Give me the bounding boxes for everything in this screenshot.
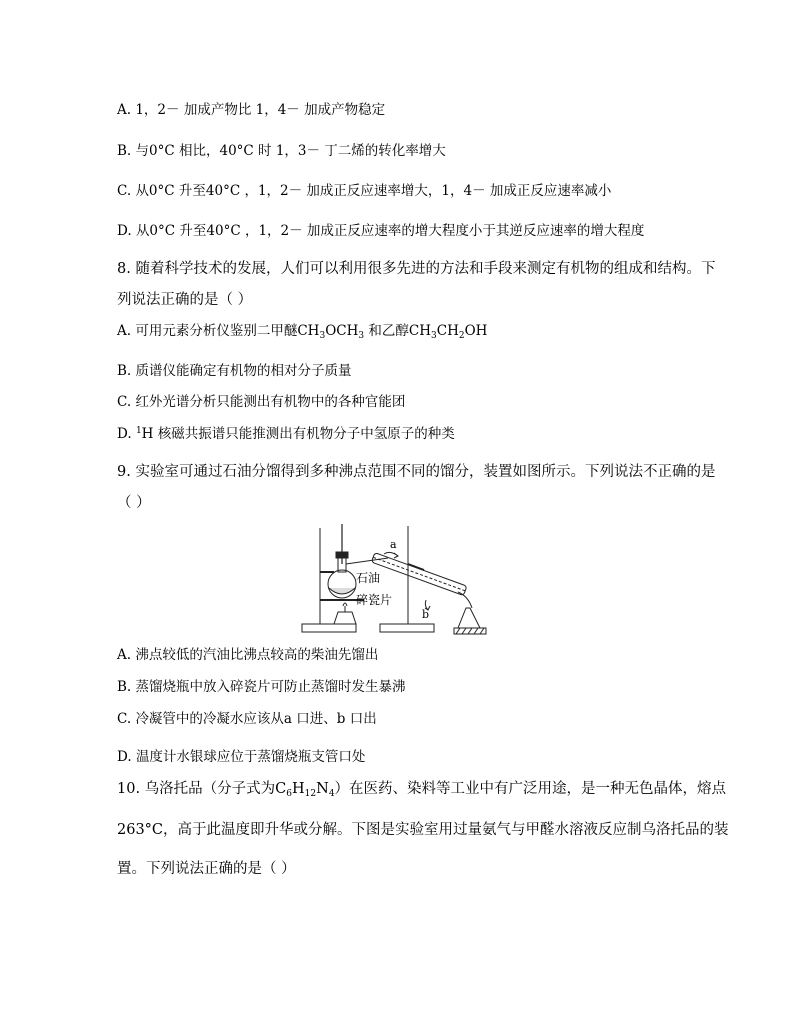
option-label: D. — [117, 749, 132, 765]
q7-option-b — [117, 142, 446, 160]
q9-option-c — [117, 710, 377, 728]
option-text: 冷凝管中的冷凝水应该从a 口进、b 口出 — [135, 711, 377, 727]
q9-option-a — [117, 646, 378, 664]
option-label: C. — [117, 183, 132, 199]
formula-urotropine: $C_6H_{12}N_4$ — [275, 781, 335, 799]
q9-option-b — [117, 678, 406, 696]
q8-option-a: A. 可用元素分析仪鉴别二甲醚$CH_3OCH_3$ 和乙醇$CH_3CH_2OH$ — [117, 323, 488, 341]
q7-option-c — [117, 182, 611, 200]
option-label: D. — [117, 426, 132, 442]
option-label: A. — [117, 102, 132, 118]
option-text: 沸点较低的汽油比沸点较高的柴油先馏出 — [135, 647, 379, 663]
distillation-apparatus-figure — [298, 520, 490, 638]
option-text: $^1$H 核磁共振谱只能推测出有机物分子中氢原子的种类 — [135, 426, 455, 442]
label-chips: 碎瓷片 — [356, 593, 393, 607]
q9-option-d — [117, 748, 365, 766]
q10-stem-line3: 置。下列说法正确的是（ ） — [117, 861, 296, 877]
q8-stem-line1: 8. 随着科学技术的发展，人们可以利用很多先进的方法和手段来测定有机物的组成和结构。下 — [117, 261, 716, 277]
q8-stem-line2: 列说法正确的是（ ） — [117, 292, 253, 308]
formula-dimethyl-ether: $CH_3OCH_3$ — [297, 323, 365, 341]
receiving-flask — [458, 608, 480, 628]
q8-option-c — [117, 393, 405, 411]
option-label: B. — [117, 143, 132, 159]
formula-ethanol: $CH_3CH_2OH$ — [408, 323, 488, 341]
option-label: A. — [117, 323, 132, 339]
q10-stem-line1: 10. 乌洛托品（分子式为$C_6H_{12}N_4$）在医药、染料等工业中有广泛用途，是一种无色晶体，熔点 — [117, 781, 727, 799]
option-text: 1，2－ 加成产物比 1，4－ 加成产物稳定 — [135, 102, 386, 118]
option-text: 从0°C 升至40°C ，1，2－ 加成正反应速率的增大程度小于其逆反应速率的增大程度 — [135, 223, 645, 239]
option-label: B. — [117, 363, 132, 379]
option-label: D. — [117, 223, 132, 239]
label-a: a — [390, 538, 397, 551]
q8-option-b — [117, 362, 352, 380]
option-label: C. — [117, 394, 132, 410]
label-b: b — [422, 608, 430, 621]
q9-stem-line2: （ ） — [117, 495, 151, 511]
q10-stem-line2: 263°C，高于此温度即升华或分解。下图是实验室用过量氨气与甲醛水溶液反应制乌洛托品的装 — [117, 822, 729, 838]
option-label: B. — [117, 679, 132, 695]
q7-option-d — [117, 222, 644, 240]
option-text: 质谱仪能确定有机物的相对分子质量 — [135, 363, 352, 379]
left-stand-base — [302, 624, 356, 632]
option-label: A. — [117, 647, 132, 663]
right-stand-base — [380, 624, 434, 632]
option-text: 温度计水银球应位于蒸馏烧瓶支管口处 — [135, 749, 366, 765]
condenser — [371, 553, 467, 596]
q8-option-d — [117, 425, 455, 443]
alcohol-lamp — [334, 612, 356, 624]
option-text: 蒸馏烧瓶中放入碎瓷片可防止蒸馏时发生暴沸 — [135, 679, 406, 695]
q9-stem-line1: 9. 实验室可通过石油分馏得到多种沸点范围不同的馏分，装置如图所示。下列说法不正确的是 — [117, 464, 716, 480]
option-text: 红外光谱分析只能测出有机物中的各种官能团 — [135, 394, 406, 410]
option-text: 可用元素分析仪鉴别二甲醚 — [135, 323, 298, 339]
label-oil: 石油 — [356, 571, 381, 585]
option-label: C. — [117, 711, 132, 727]
option-text: 与0°C 相比，40°C 时 1，3－ 丁二烯的转化率增大 — [135, 143, 446, 159]
option-text: 从0°C 升至40°C ，1，2－ 加成正反应速率增大，1，4－ 加成正反应速率减小 — [135, 183, 612, 199]
q7-option-a — [117, 101, 385, 119]
